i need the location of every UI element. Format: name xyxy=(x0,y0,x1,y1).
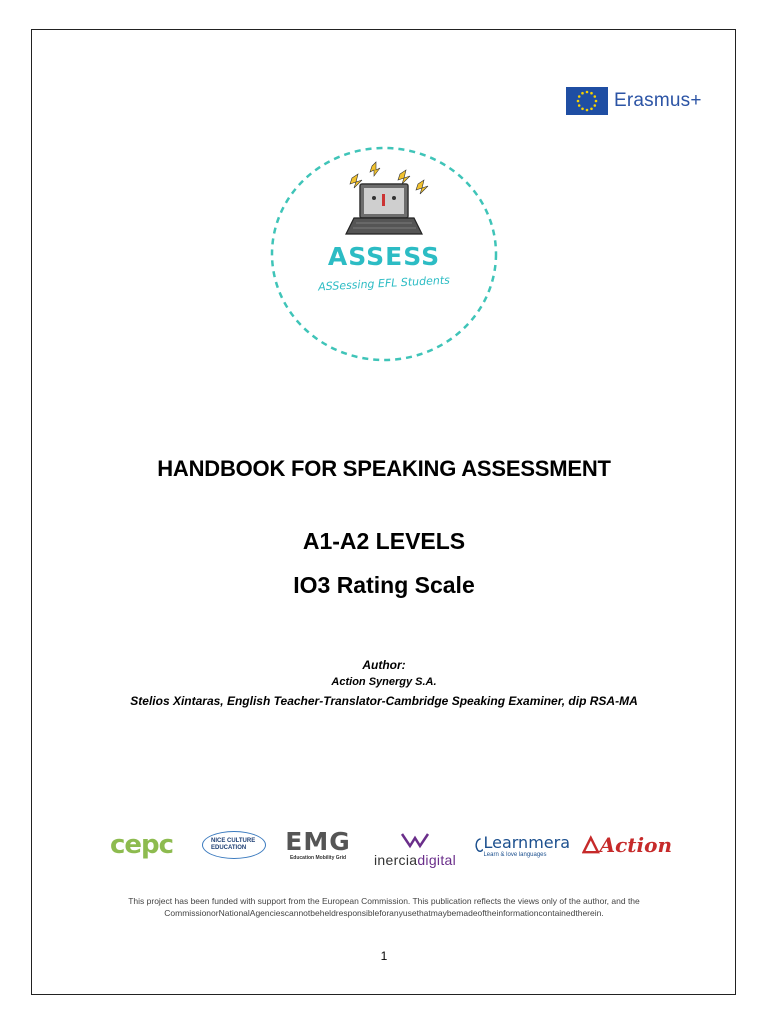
emg-sublabel: Education Mobility Grid xyxy=(289,854,347,861)
action-logo xyxy=(582,822,672,868)
author-label: Author: xyxy=(362,658,406,672)
erasmus-logo xyxy=(566,86,702,116)
inercia-logo xyxy=(366,822,464,868)
document-levels: A1-A2 LEVELS xyxy=(302,528,466,554)
page-number: 1 xyxy=(380,949,388,963)
funding-disclaimer xyxy=(92,895,676,919)
assess-title: ASSESS xyxy=(327,242,441,271)
document-subtitle: IO3 Rating Scale xyxy=(293,572,475,598)
document-title: HANDBOOK FOR SPEAKING ASSESSMENT xyxy=(157,456,611,481)
erasmus-label: Erasmus+ xyxy=(614,90,702,111)
assess-logo xyxy=(268,144,500,364)
learnmera-sublabel: Learn & love languages xyxy=(483,851,547,858)
inercia-label: inerciadigital xyxy=(373,852,457,868)
learnmera-label: Learnmera xyxy=(483,832,570,852)
author-name: Stelios Xintaras, English Teacher-Translator-Cambridge Speaking Examiner, dip RSA-MA xyxy=(130,694,638,708)
learnmera-logo xyxy=(474,822,570,868)
learnmera-swirl-icon xyxy=(474,828,483,862)
cepc-label: cepc xyxy=(110,830,174,860)
action-triangle-icon xyxy=(582,834,600,856)
disclaimer-line-1: This project has been funded with support from the European Commission. This publication reflects the views only of the author, and the xyxy=(128,896,640,906)
emg-logo xyxy=(282,822,354,868)
partner-logos xyxy=(0,822,768,870)
inercia-mark-icon xyxy=(400,832,430,852)
author-organization: Action Synergy S.A. xyxy=(331,676,437,688)
emg-label: EMG xyxy=(285,826,351,856)
eu-flag-icon xyxy=(566,87,608,115)
disclaimer-line-2: CommissionorNationalAgenciescannotbeheldresponsibleforanyusethatmaybemadeoftheinformationcontainedtherein. xyxy=(164,908,604,918)
nice-label: NICE CULTURE EDUCATION xyxy=(202,831,266,859)
nice-logo xyxy=(202,822,266,868)
cepc-logo xyxy=(110,822,190,868)
assess-subtitle: ASSessing EFL Students xyxy=(317,273,451,294)
action-label: Action xyxy=(599,833,672,857)
